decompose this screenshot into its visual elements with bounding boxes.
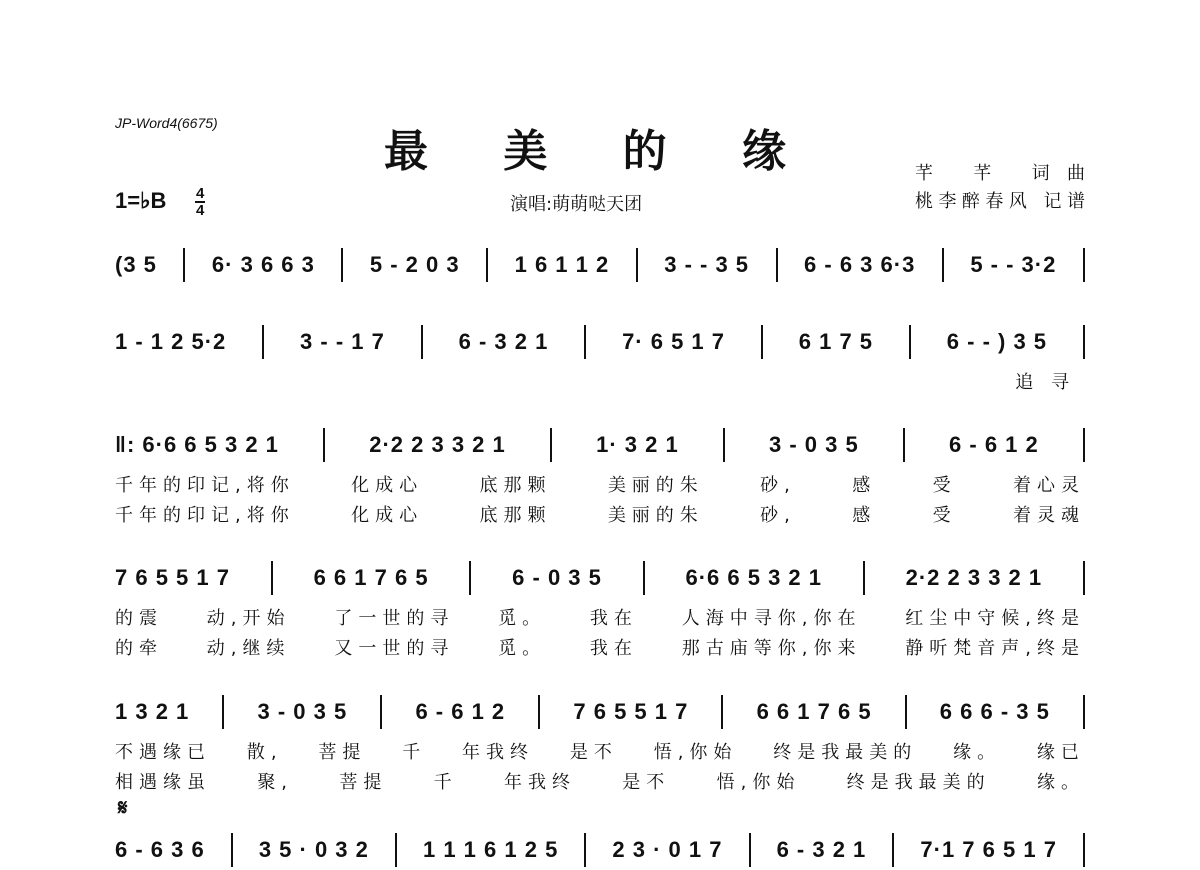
barline bbox=[469, 561, 471, 595]
lyric-word: 悟,你始 bbox=[653, 742, 738, 763]
measure: (3 5 bbox=[115, 252, 157, 277]
notes-line bbox=[115, 322, 1085, 362]
barline bbox=[1083, 561, 1085, 595]
measure: 3 5 · 0 3 2 bbox=[258, 837, 369, 862]
measure: 6 - 6 1 2 bbox=[415, 699, 506, 724]
barline bbox=[892, 833, 894, 867]
notes-line bbox=[115, 558, 1085, 598]
lyric-word: 红尘中守候,终是 bbox=[905, 608, 1085, 629]
measure: 6 - 6 1 2 bbox=[949, 432, 1039, 457]
barline bbox=[231, 833, 233, 867]
lyric-word: 是不 bbox=[622, 772, 671, 793]
lyric-word: 追 寻 bbox=[1015, 372, 1075, 393]
measure: 2·2 2 3 3 2 1 bbox=[905, 565, 1043, 590]
measure: 6 6 6 - 3 5 bbox=[939, 699, 1050, 724]
barline bbox=[721, 695, 723, 729]
measure: 5 - - 3·2 bbox=[970, 252, 1057, 277]
measure: 6 - - ) 3 5 bbox=[946, 329, 1048, 354]
barline bbox=[776, 248, 778, 282]
song-title: 最 美 的 缘 bbox=[384, 126, 816, 177]
measure: 3 - - 1 7 bbox=[300, 329, 385, 354]
lyric-line bbox=[115, 768, 1085, 794]
barline bbox=[1083, 248, 1085, 282]
lyric-word: 觅。 bbox=[498, 608, 547, 629]
barline bbox=[584, 325, 586, 359]
barline bbox=[636, 248, 638, 282]
barline bbox=[262, 325, 264, 359]
barline bbox=[909, 325, 911, 359]
barline bbox=[550, 428, 552, 462]
measure: 1 - 1 2 5·2 bbox=[115, 329, 227, 354]
measure: 1 6 1 1 2 bbox=[514, 252, 610, 277]
lyric-word: 受 bbox=[932, 505, 957, 526]
lyric-line bbox=[115, 604, 1085, 630]
time-signature bbox=[195, 186, 205, 218]
measure: 7 6 5 5 1 7 bbox=[115, 565, 230, 590]
barline bbox=[183, 248, 185, 282]
barline bbox=[395, 833, 397, 867]
measure: ‖: 6·6 6 5 3 2 1 bbox=[115, 432, 279, 457]
lyric-word: 千 bbox=[433, 772, 458, 793]
barline bbox=[222, 695, 224, 729]
lyric-word: 是不 bbox=[569, 742, 618, 763]
lyric-word: 着灵魂 bbox=[1012, 505, 1085, 526]
lyric-word: 菩提 bbox=[339, 772, 388, 793]
time-numerator: 4 bbox=[196, 185, 205, 202]
lyric-line bbox=[115, 738, 1085, 764]
singer: 演唱:萌萌哒天团 bbox=[510, 194, 643, 215]
notes-line bbox=[115, 245, 1085, 285]
measure: 6 6 1 7 6 5 bbox=[313, 565, 429, 590]
measure: 7·1 7 6 5 1 7 bbox=[920, 837, 1057, 862]
barline bbox=[749, 833, 751, 867]
lyric-word: 散, bbox=[246, 742, 283, 763]
barline bbox=[905, 695, 907, 729]
lyric-word: 缘。 bbox=[953, 742, 1002, 763]
lyric-word: 菩提 bbox=[318, 742, 367, 763]
measure: 2 3 · 0 1 7 bbox=[612, 837, 723, 862]
credit-transcriber: 桃李醉春风 记谱 bbox=[915, 191, 1085, 212]
lyric-word: 人海中寻你,你在 bbox=[681, 608, 862, 629]
lyric-word: 砂, bbox=[760, 505, 796, 526]
lyric-word: 觅。 bbox=[498, 638, 547, 659]
measure: 7· 6 5 1 7 bbox=[622, 329, 726, 354]
lyric-word: 化成心 bbox=[351, 475, 424, 496]
lyric-word: 了一世的寻 bbox=[334, 608, 455, 629]
lyric-word: 感 bbox=[852, 505, 877, 526]
score-code: JP-Word4(6675) bbox=[115, 115, 218, 131]
lyric-word: 不遇缘已 bbox=[115, 742, 211, 763]
lyric-word: 终是我最美的 bbox=[846, 772, 991, 793]
measure: 6·6 6 5 3 2 1 bbox=[685, 565, 823, 590]
measure: 3 - 0 3 5 bbox=[257, 699, 348, 724]
measure: 6 - 0 3 5 bbox=[512, 565, 602, 590]
barline bbox=[942, 248, 944, 282]
barline bbox=[863, 561, 865, 595]
lyric-word: 千年的印记,将你 bbox=[115, 505, 295, 526]
barline bbox=[903, 428, 905, 462]
barline bbox=[486, 248, 488, 282]
lyric-line bbox=[115, 634, 1085, 660]
lyric-line bbox=[115, 501, 1085, 527]
lyric-word: 年我终 bbox=[462, 742, 535, 763]
measure: 3 - 0 3 5 bbox=[769, 432, 859, 457]
lyric-word: 缘已 bbox=[1036, 742, 1085, 763]
measure: 1 1 1 6 1 2 5 bbox=[422, 837, 559, 862]
measure: 6 - 3 2 1 bbox=[458, 329, 549, 354]
lyric-line bbox=[115, 368, 1085, 394]
lyric-word: 动,继续 bbox=[206, 638, 291, 659]
lyric-word: 相遇缘虽 bbox=[115, 772, 211, 793]
measure: 7 6 5 5 1 7 bbox=[573, 699, 689, 724]
lyric-word: 动,开始 bbox=[206, 608, 291, 629]
barline bbox=[1083, 695, 1085, 729]
barline bbox=[380, 695, 382, 729]
barline bbox=[1083, 833, 1085, 867]
lyric-word: 感 bbox=[852, 475, 877, 496]
barline bbox=[421, 325, 423, 359]
measure: 2·2 2 3 3 2 1 bbox=[369, 432, 506, 457]
lyric-word: 又一世的寻 bbox=[334, 638, 455, 659]
lyric-word: 砂, bbox=[760, 475, 796, 496]
lyric-word: 底那颗 bbox=[479, 505, 552, 526]
credits bbox=[915, 160, 1085, 216]
measure: 5 - 2 0 3 bbox=[369, 252, 460, 277]
barline bbox=[723, 428, 725, 462]
notes-line bbox=[115, 692, 1085, 732]
notes-line bbox=[115, 830, 1085, 870]
time-denominator: 4 bbox=[196, 202, 205, 219]
lyric-word: 千年的印记,将你 bbox=[115, 475, 295, 496]
barline bbox=[323, 428, 325, 462]
lyric-word: 千 bbox=[402, 742, 427, 763]
lyric-word: 我在 bbox=[589, 638, 638, 659]
lyric-word: 那古庙等你,你来 bbox=[681, 638, 862, 659]
barline bbox=[341, 248, 343, 282]
lyric-word: 我在 bbox=[589, 608, 638, 629]
lyric-word: 缘。 bbox=[1036, 772, 1085, 793]
barline bbox=[1083, 325, 1085, 359]
lyric-word: 的牵 bbox=[115, 638, 163, 659]
lyric-word: 着心灵 bbox=[1012, 475, 1085, 496]
barline bbox=[1083, 428, 1085, 462]
lyric-word: 化成心 bbox=[351, 505, 424, 526]
measure: 1 3 2 1 bbox=[115, 699, 190, 724]
lyric-line bbox=[115, 471, 1085, 497]
measure: 6 1 7 5 bbox=[798, 329, 874, 354]
measure: 6 - 6 3 6·3 bbox=[804, 252, 916, 277]
key-signature: 1=♭B bbox=[115, 188, 167, 213]
measure: 6 - 6 3 6 bbox=[115, 837, 205, 862]
lyric-word: 底那颗 bbox=[479, 475, 552, 496]
lyric-word: 静听梵音声,终是 bbox=[905, 638, 1085, 659]
barline bbox=[761, 325, 763, 359]
lyric-word: 的震 bbox=[115, 608, 163, 629]
lyric-word: 年我终 bbox=[503, 772, 576, 793]
lyric-word: 美丽的朱 bbox=[607, 475, 704, 496]
barline bbox=[584, 833, 586, 867]
lyric-word: 美丽的朱 bbox=[607, 505, 704, 526]
lyric-word: 悟,你始 bbox=[716, 772, 801, 793]
measure: 6 6 1 7 6 5 bbox=[756, 699, 872, 724]
measure: 3 - - 3 5 bbox=[664, 252, 750, 277]
credit-lyricist: 芊 芊 词曲 bbox=[915, 163, 1085, 184]
measure: 1· 3 2 1 bbox=[596, 432, 679, 457]
measure: 6· 3 6 6 3 bbox=[211, 252, 315, 277]
notes-line bbox=[115, 425, 1085, 465]
lyric-word: 终是我最美的 bbox=[773, 742, 918, 763]
lyric-word: 受 bbox=[932, 475, 957, 496]
barline bbox=[538, 695, 540, 729]
segno-sign: 𝄋 bbox=[118, 796, 128, 821]
lyric-word: 聚, bbox=[257, 772, 294, 793]
barline bbox=[271, 561, 273, 595]
barline bbox=[643, 561, 645, 595]
measure: 6 - 3 2 1 bbox=[776, 837, 867, 862]
